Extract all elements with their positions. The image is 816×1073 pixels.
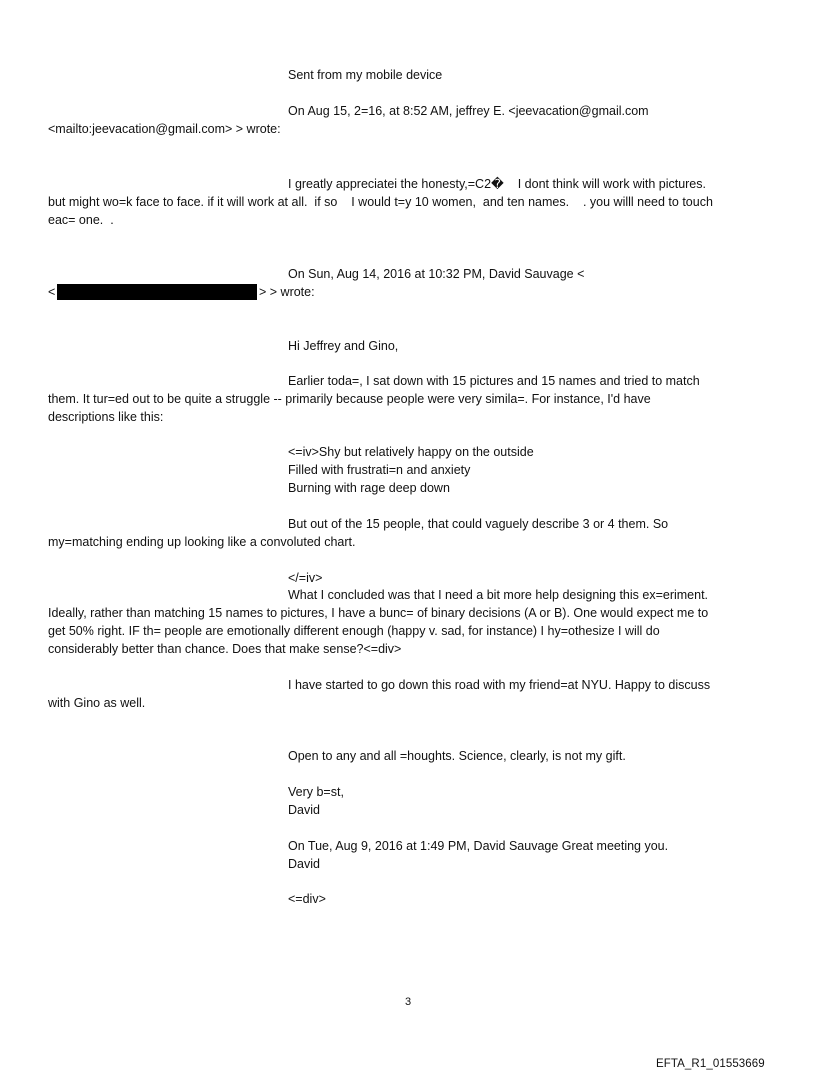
email-line: Very b=st, (288, 785, 344, 799)
email-line: </=iv> (288, 571, 323, 585)
email-line: considerably better than chance. Does that make sense?<=div> (48, 642, 402, 656)
email-line: Filled with frustrati=n and anxiety (288, 463, 471, 477)
document-id-footer: EFTA_R1_01553669 (656, 1058, 765, 1070)
email-line: Open to any and all =houghts. Science, clearly, is not my gift. (288, 749, 626, 763)
email-line: David (288, 803, 320, 817)
email-line: Ideally, rather than matching 15 names to pictures, I have a bunc= of binary decisions (A or B). One would expect me to (48, 606, 709, 620)
page-number: 3 (405, 996, 412, 1008)
email-line: descriptions like this: (48, 410, 164, 424)
email-line: get 50% right. IF th= people are emotionally different enough (happy v. sad, for instance) I hy=othesize I will do (48, 624, 660, 638)
email-line: I have started to go down this road with my friend=at NYU. Happy to discuss (288, 678, 711, 692)
email-line: On Aug 15, 2=16, at 8:52 AM, jeffrey E. <jeevacation@gmail.com (288, 104, 649, 118)
email-line: But out of the 15 people, that could vaguely describe 3 or 4 them. So (288, 517, 669, 531)
email-line: On Sun, Aug 14, 2016 at 10:32 PM, David Sauvage < (288, 267, 585, 281)
email-line: but might wo=k face to face. if it will work at all. if so I would t=y 10 women, and ten names. . you willl need to touch (48, 195, 713, 209)
email-line: Burning with rage deep down (288, 481, 450, 495)
email-line: Hi Jeffrey and Gino, (288, 339, 399, 353)
email-line: What I concluded was that I need a bit more help designing this ex=eriment. (288, 588, 709, 602)
email-line: David (288, 857, 320, 871)
email-line: I greatly appreciatei the honesty,=C2� I dont think will work with pictures. (288, 177, 706, 191)
email-line: <=iv>Shy but relatively happy on the outside (288, 445, 534, 459)
email-line: < (48, 285, 56, 299)
email-line: On Tue, Aug 9, 2016 at 1:49 PM, David Sauvage Great meeting you. (288, 839, 669, 853)
email-line: eac= one. . (48, 213, 114, 227)
email-line: Sent from my mobile device (288, 68, 443, 82)
email-line: <=div> (288, 892, 326, 906)
email-line: with Gino as well. (48, 696, 146, 710)
email-line: them. It tur=ed out to be quite a struggle -- primarily because people were very simila=. For instance, I'd have (48, 392, 651, 406)
email-line: <mailto:jeevacation@gmail.com> > wrote: (48, 122, 281, 136)
redaction-box (57, 284, 257, 300)
email-line: > > wrote: (259, 285, 315, 299)
email-line: Earlier toda=, I sat down with 15 pictures and 15 names and tried to match (288, 374, 700, 388)
email-line: my=matching ending up looking like a convoluted chart. (48, 535, 356, 549)
